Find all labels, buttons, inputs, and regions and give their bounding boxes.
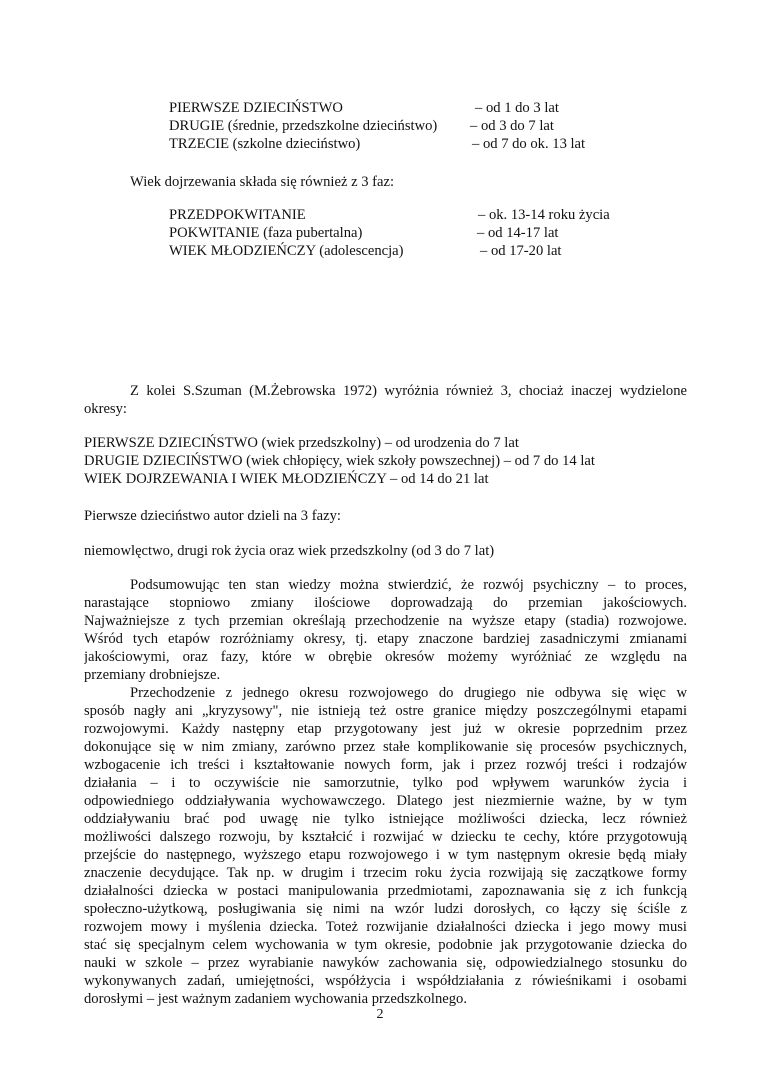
period-label: DRUGIE (średnie, przedszkolne dzieciństwo): [169, 118, 438, 134]
maturation-intro: Wiek dojrzewania składa się również z 3 faz:: [130, 174, 395, 190]
text-line: rozwojem mowy i myślenia dziecka. Toteż rozwijanie działalności dziecka i jego mowy musi: [84, 919, 687, 935]
text-line: okresy:: [84, 401, 127, 417]
text-line: sposób nagły ani „kryzysowy", nie istnieją też ostre granice między poszczególnymi etapami: [84, 703, 687, 719]
text-line: dokonujące się w nim zmiany, zarówno przez stałe komplikowanie się procesów psychicznych,: [84, 739, 687, 755]
text-line: Podsumowując ten stan wiedzy można stwierdzić, że rozwój psychiczny – to proces,: [130, 577, 687, 593]
text-line: Z kolei S.Szuman (M.Żebrowska 1972) wyróżnia również 3, chociaż inaczej wydzielone: [130, 383, 687, 399]
text-line: stać się specjalnym celem wychowania w tym okresie, podobnie jak przygotowanie dziecka do: [84, 937, 687, 953]
phases-intro: Pierwsze dzieciństwo autor dzieli na 3 fazy:: [84, 508, 341, 524]
table-row: [0, 224, 760, 242]
list-item: PIERWSZE DZIECIŃSTWO (wiek przedszkolny) – od urodzenia do 7 lat: [84, 435, 519, 451]
text-line: Najważniejsze z tych przemian określają przechodzenie na wyższe etapy (stadia) rozwojowe.: [84, 613, 687, 629]
table-row: [0, 206, 760, 224]
period-range: – od 1 do 3 lat: [475, 100, 559, 116]
text-line: działalności dziecka w postaci manipulowania przedmiotami, zapoznawania się z ich funkcją: [84, 883, 687, 899]
table-row: [0, 117, 760, 135]
text-line: nauki w szkole – przez wyrabianie nawyków zachowania się, odpowiedzialnego stosunku do: [84, 955, 687, 971]
text-line: społeczno-użytkową, posługiwania się nimi na wzór ludzi dorosłych, co łączy się ściśle z: [84, 901, 687, 917]
text-line: możliwości dalszego rozwoju, by kształcić i rozwijać w dziecku te cechy, które przygotowują: [84, 829, 687, 845]
table-row: [0, 135, 760, 153]
page-number: 2: [376, 1007, 384, 1022]
text-line: jakościowymi, oraz fazy, które w obrębie okresów możemy wyróżniać ze względu na: [84, 649, 687, 665]
text-line: wzbogacenie ich treści i kształtowanie nowych form, jak i przez rozwój treści i rodzajów: [84, 757, 687, 773]
text-line: rozwojowymi. Każdy następny etap przygotowany jest już w okresie poprzednim przez: [84, 721, 687, 737]
list-item: WIEK DOJRZEWANIA I WIEK MŁODZIEŃCZY – od 14 do 21 lat: [84, 471, 489, 487]
period-label: TRZECIE (szkolne dzieciństwo): [169, 136, 361, 152]
period-range: – od 7 do ok. 13 lat: [472, 136, 586, 152]
list-item: DRUGIE DZIECIŃSTWO (wiek chłopięcy, wiek szkoły powszechnej) – od 7 do 14 lat: [84, 453, 595, 469]
text-line: przejście do następnego, wyższego etapu rozwojowego i w tym następnym okresie będą miały: [84, 847, 687, 863]
phase-label: PRZEDPOKWITANIE: [169, 207, 306, 223]
text-line: dorosłymi – jest ważnym zadaniem wychowania przedszkolnego.: [84, 991, 467, 1007]
text-line: narastające stopniowo zmiany ilościowe doprowadzają do przemian jakościowych.: [84, 595, 687, 611]
phase-label: POKWITANIE (faza pubertalna): [169, 225, 363, 241]
table-row: [0, 242, 760, 260]
text-line: znaczenie decydujące. Tak np. w drugim i trzecim roku życia rozwijają się zaczątkowe formy: [84, 865, 687, 881]
period-range: – od 3 do 7 lat: [470, 118, 554, 134]
text-line: Wśród tych etapów rozróżniamy okresy, tj. etapy znaczone bardziej zasadniczymi zmianami: [84, 631, 687, 647]
text-line: przemiany drobniejsze.: [84, 667, 221, 683]
text-line: odpowiedniego oddziaływania wychowawczego. Dlatego jest niezmiernie ważne, by w tym: [84, 793, 687, 809]
text-line: działania – i to oczywiście nie samorzutnie, tylko pod wpływem warunków życia i: [84, 775, 687, 791]
text-line: oddziaływaniu brać pod uwagę nie tylko istniejące możliwości dziecka, lecz również: [84, 811, 687, 827]
phases-list: niemowlęctwo, drugi rok życia oraz wiek przedszkolny (od 3 do 7 lat): [84, 543, 495, 559]
phase-range: – od 17-20 lat: [480, 243, 562, 259]
text-line: wykonywanych zadań, umiejętności, współżycia i współdziałania z rówieśnikami i osobami: [84, 973, 687, 989]
text-line: Przechodzenie z jednego okresu rozwojowego do drugiego nie odbywa się więc w: [130, 685, 687, 701]
phase-range: – ok. 13-14 roku życia: [478, 207, 610, 223]
period-label: PIERWSZE DZIECIŃSTWO: [169, 100, 343, 116]
table-row: [0, 99, 760, 117]
phase-label: WIEK MŁODZIEŃCZY (adolescencja): [169, 243, 404, 259]
phase-range: – od 14-17 lat: [477, 225, 559, 241]
